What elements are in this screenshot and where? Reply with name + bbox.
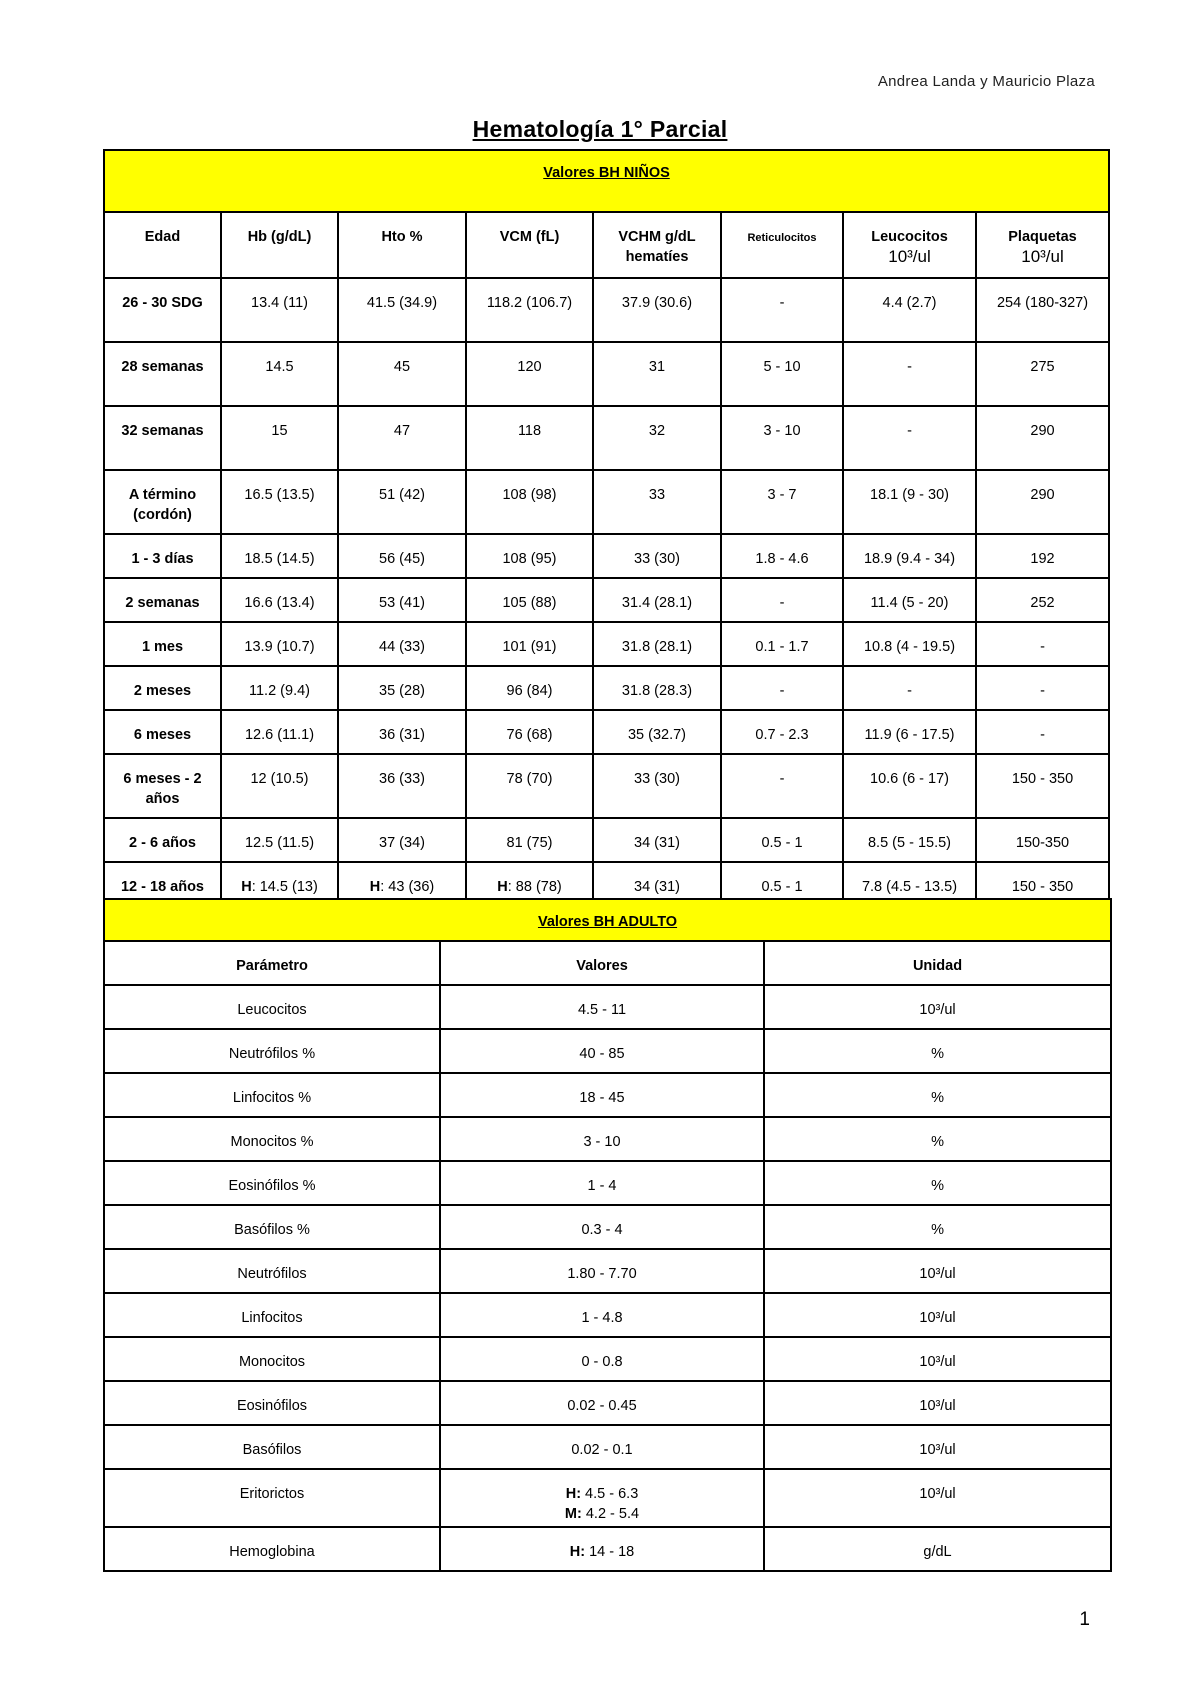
col-reti-header [721, 212, 843, 278]
cell-hto: 41.5 (34.9) [338, 278, 466, 342]
cell-valores: 1 - 4.8 [440, 1293, 764, 1337]
cell-unidad: 10³/ul [764, 1337, 1111, 1381]
cell-plaq: 275 [976, 342, 1109, 406]
cell-hb: 12.6 (11.1) [221, 710, 338, 754]
cell-hb: 13.9 (10.7) [221, 622, 338, 666]
cell-leu: 10.8 (4 - 19.5) [843, 622, 976, 666]
col-hto-header: Hto % [338, 212, 466, 278]
cell-edad: 32 semanas [104, 406, 221, 470]
cell-valores: 0.3 - 4 [440, 1205, 764, 1249]
col-vcm-header: VCM (fL) [466, 212, 593, 278]
cell-hto: 45 [338, 342, 466, 406]
cell-plaq: 252 [976, 578, 1109, 622]
cell-hb: 12 (10.5) [221, 754, 338, 818]
col-edad-header: Edad [104, 212, 221, 278]
sex-tag-h: H: [565, 1486, 582, 1502]
cell-vchm: 35 (32.7) [593, 710, 721, 754]
cell-vchm: 33 (30) [593, 754, 721, 818]
cell-param: Linfocitos [104, 1293, 440, 1337]
cell-hto: 56 (45) [338, 534, 466, 578]
table-row [104, 470, 1109, 534]
value-h-line [444, 1484, 760, 1504]
table-row [104, 666, 1109, 710]
cell-unidad: 10³/ul [764, 1381, 1111, 1425]
table-row [104, 985, 1111, 1029]
cell-valores: 0 - 0.8 [440, 1337, 764, 1381]
table-row [104, 1293, 1111, 1337]
cell-hb: 11.2 (9.4) [221, 666, 338, 710]
cell-param: Eritorictos [104, 1469, 440, 1527]
cell-plaq: 150 - 350 [976, 754, 1109, 818]
cell-hb: 12.5 (11.5) [221, 818, 338, 862]
cell-vcm: 120 [466, 342, 593, 406]
cell-plaq: 150-350 [976, 818, 1109, 862]
value-h: 4.5 - 6.3 [581, 1486, 639, 1502]
cell-valores: 1 - 4 [440, 1161, 764, 1205]
cell-param: Basófilos [104, 1425, 440, 1469]
table-row [104, 1073, 1111, 1117]
cell-param: Hemoglobina [104, 1527, 440, 1571]
cell-vchm: 31.8 (28.3) [593, 666, 721, 710]
cell-valores [440, 1527, 764, 1571]
cell-vchm: 34 (31) [593, 862, 721, 926]
cell-param: Neutrófilos % [104, 1029, 440, 1073]
cell-edad: 26 - 30 SDG [104, 278, 221, 342]
col-unidad-header: Unidad [764, 941, 1111, 985]
cell-unidad: % [764, 1029, 1111, 1073]
cell-edad: 2 meses [104, 666, 221, 710]
table-row [104, 1117, 1111, 1161]
table-row [104, 1337, 1111, 1381]
cell-vcm: 81 (75) [466, 818, 593, 862]
col-reti-label: Reticulocitos [747, 232, 817, 244]
cell-edad: 12 - 18 años [104, 862, 221, 926]
kids-values-table [103, 149, 1110, 927]
cell-plaq: - [976, 710, 1109, 754]
cell-reti: - [721, 578, 843, 622]
table-row [104, 278, 1109, 342]
cell-plaq: 150 - 350 [976, 862, 1109, 926]
table-row [104, 1469, 1111, 1527]
cell-hto: 36 (31) [338, 710, 466, 754]
cell-param: Basófilos % [104, 1205, 440, 1249]
cell-unidad: % [764, 1205, 1111, 1249]
cell-reti: - [721, 754, 843, 818]
cell-reti: 3 - 10 [721, 406, 843, 470]
table-row [104, 818, 1109, 862]
page-title: Hematología 1° Parcial [472, 116, 728, 142]
cell-vchm: 37.9 (30.6) [593, 278, 721, 342]
cell-vcm: 108 (95) [466, 534, 593, 578]
cell-hto: 44 (33) [338, 622, 466, 666]
table-row [104, 622, 1109, 666]
cell-hto: 51 (42) [338, 470, 466, 534]
value-h: 14 - 18 [585, 1544, 635, 1560]
value-h: : 14.5 (13) [251, 879, 318, 895]
cell-plaq: 290 [976, 406, 1109, 470]
col-param-header: Parámetro [104, 941, 440, 985]
adult-values-table [103, 898, 1112, 1572]
cell-edad: 2 - 6 años [104, 818, 221, 862]
cell-hb: 13.4 (11) [221, 278, 338, 342]
col-plaq-label: Plaquetas [1008, 229, 1077, 245]
cell-leu: 10.6 (6 - 17) [843, 754, 976, 818]
col-plaq-header [976, 212, 1109, 278]
table-row [104, 534, 1109, 578]
cell-vcm: 118 [466, 406, 593, 470]
table-row [104, 406, 1109, 470]
cell-leu: 7.8 (4.5 - 13.5) [843, 862, 976, 926]
cell-vchm: 31 [593, 342, 721, 406]
cell-plaq: - [976, 622, 1109, 666]
adult-band-title: Valores BH ADULTO [104, 899, 1111, 941]
cell-unidad: % [764, 1161, 1111, 1205]
table-row [104, 710, 1109, 754]
cell-plaq: 192 [976, 534, 1109, 578]
cell-vcm: 76 (68) [466, 710, 593, 754]
cell-leu: 18.1 (9 - 30) [843, 470, 976, 534]
cell-leu: - [843, 666, 976, 710]
value-m: 4.2 - 5.4 [581, 1506, 640, 1522]
col-plaq-unit: 10³/ul [1021, 247, 1064, 266]
cell-hb: 16.6 (13.4) [221, 578, 338, 622]
cell-edad: 28 semanas [104, 342, 221, 406]
cell-unidad: % [764, 1073, 1111, 1117]
cell-leu: - [843, 342, 976, 406]
table-row [104, 1249, 1111, 1293]
cell-hb: 15 [221, 406, 338, 470]
sex-tag-h: H [497, 879, 508, 895]
cell-hb: 18.5 (14.5) [221, 534, 338, 578]
cell-vchm: 31.4 (28.1) [593, 578, 721, 622]
cell-reti: 0.5 - 1 [721, 818, 843, 862]
cell-edad: A término (cordón) [104, 470, 221, 534]
cell-unidad: % [764, 1117, 1111, 1161]
cell-vchm: 33 (30) [593, 534, 721, 578]
cell-vchm: 31.8 (28.1) [593, 622, 721, 666]
cell-valores: 0.02 - 0.45 [440, 1381, 764, 1425]
value-m-line [444, 1504, 760, 1524]
sex-tag-m: M: [564, 1506, 582, 1522]
cell-leu: 18.9 (9.4 - 34) [843, 534, 976, 578]
author-line: Andrea Landa y Mauricio Plaza [877, 73, 1095, 90]
cell-vchm: 33 [593, 470, 721, 534]
cell-leu: 11.9 (6 - 17.5) [843, 710, 976, 754]
cell-vcm: 101 (91) [466, 622, 593, 666]
cell-reti: 3 - 7 [721, 470, 843, 534]
cell-vchm: 32 [593, 406, 721, 470]
cell-unidad: 10³/ul [764, 1249, 1111, 1293]
cell-param: Leucocitos [104, 985, 440, 1029]
cell-hto: 35 (28) [338, 666, 466, 710]
table-row [104, 1527, 1111, 1571]
cell-reti: 0.5 - 1 [721, 862, 843, 926]
cell-param: Eosinófilos [104, 1381, 440, 1425]
cell-unidad: 10³/ul [764, 1425, 1111, 1469]
cell-plaq: - [976, 666, 1109, 710]
table-row [104, 1205, 1111, 1249]
cell-valores: 1.80 - 7.70 [440, 1249, 764, 1293]
value-h: : 43 (36) [380, 879, 435, 895]
table-row [104, 342, 1109, 406]
cell-param: Monocitos % [104, 1117, 440, 1161]
cell-plaq: 290 [976, 470, 1109, 534]
cell-unidad: 10³/ul [764, 985, 1111, 1029]
cell-reti: 0.7 - 2.3 [721, 710, 843, 754]
cell-hb-h [225, 877, 334, 897]
cell-hb: 14.5 [221, 342, 338, 406]
cell-param: Monocitos [104, 1337, 440, 1381]
col-leu-unit: 10³/ul [888, 247, 931, 266]
cell-edad: 6 meses - 2 años [104, 754, 221, 818]
table-row [104, 1161, 1111, 1205]
cell-reti: 1.8 - 4.6 [721, 534, 843, 578]
cell-param: Eosinófilos % [104, 1161, 440, 1205]
cell-vcm: 96 (84) [466, 666, 593, 710]
cell-plaq: 254 (180-327) [976, 278, 1109, 342]
cell-vcm: 108 (98) [466, 470, 593, 534]
cell-reti: - [721, 278, 843, 342]
value-h: : 88 (78) [507, 879, 562, 895]
cell-hto-h [342, 877, 462, 897]
cell-vchm: 34 (31) [593, 818, 721, 862]
cell-edad: 2 semanas [104, 578, 221, 622]
col-valores-header: Valores [440, 941, 764, 985]
cell-edad: 1 - 3 días [104, 534, 221, 578]
page-number: 1 [1079, 1609, 1090, 1630]
cell-unidad: g/dL [764, 1527, 1111, 1571]
table-row [104, 1381, 1111, 1425]
kids-band-title: Valores BH NIÑOS [104, 150, 1109, 212]
cell-leu: 4.4 (2.7) [843, 278, 976, 342]
cell-edad: 1 mes [104, 622, 221, 666]
cell-vcm: 78 (70) [466, 754, 593, 818]
cell-valores: 4.5 - 11 [440, 985, 764, 1029]
cell-vcm: 118.2 (106.7) [466, 278, 593, 342]
cell-reti: - [721, 666, 843, 710]
cell-unidad: 10³/ul [764, 1469, 1111, 1527]
cell-valores [440, 1469, 764, 1527]
cell-hb: 16.5 (13.5) [221, 470, 338, 534]
cell-hto: 53 (41) [338, 578, 466, 622]
cell-leu: 11.4 (5 - 20) [843, 578, 976, 622]
table-row [104, 578, 1109, 622]
cell-reti: 0.1 - 1.7 [721, 622, 843, 666]
kids-header-row [104, 212, 1109, 278]
cell-leu: 8.5 (5 - 15.5) [843, 818, 976, 862]
cell-hto: 37 (34) [338, 818, 466, 862]
col-leu-header [843, 212, 976, 278]
cell-leu: - [843, 406, 976, 470]
sex-tag-h: H [369, 879, 381, 895]
cell-param: Neutrófilos [104, 1249, 440, 1293]
cell-param: Linfocitos % [104, 1073, 440, 1117]
sex-tag-h: H [241, 879, 252, 895]
cell-hto: 36 (33) [338, 754, 466, 818]
cell-vcm-h [470, 877, 589, 897]
table-row [104, 1029, 1111, 1073]
cell-hto: 47 [338, 406, 466, 470]
cell-valores: 3 - 10 [440, 1117, 764, 1161]
col-hb-header: Hb (g/dL) [221, 212, 338, 278]
cell-valores: 0.02 - 0.1 [440, 1425, 764, 1469]
cell-unidad: 10³/ul [764, 1293, 1111, 1337]
col-leu-label: Leucocitos [871, 229, 948, 245]
cell-reti: 5 - 10 [721, 342, 843, 406]
col-vchm-header: VCHM g/dL hematíes [593, 212, 721, 278]
cell-valores: 18 - 45 [440, 1073, 764, 1117]
cell-edad: 6 meses [104, 710, 221, 754]
table-row [104, 1425, 1111, 1469]
adult-header-row [104, 941, 1111, 985]
table-row [104, 754, 1109, 818]
sex-tag-h: H: [569, 1544, 586, 1560]
cell-vcm: 105 (88) [466, 578, 593, 622]
cell-valores: 40 - 85 [440, 1029, 764, 1073]
